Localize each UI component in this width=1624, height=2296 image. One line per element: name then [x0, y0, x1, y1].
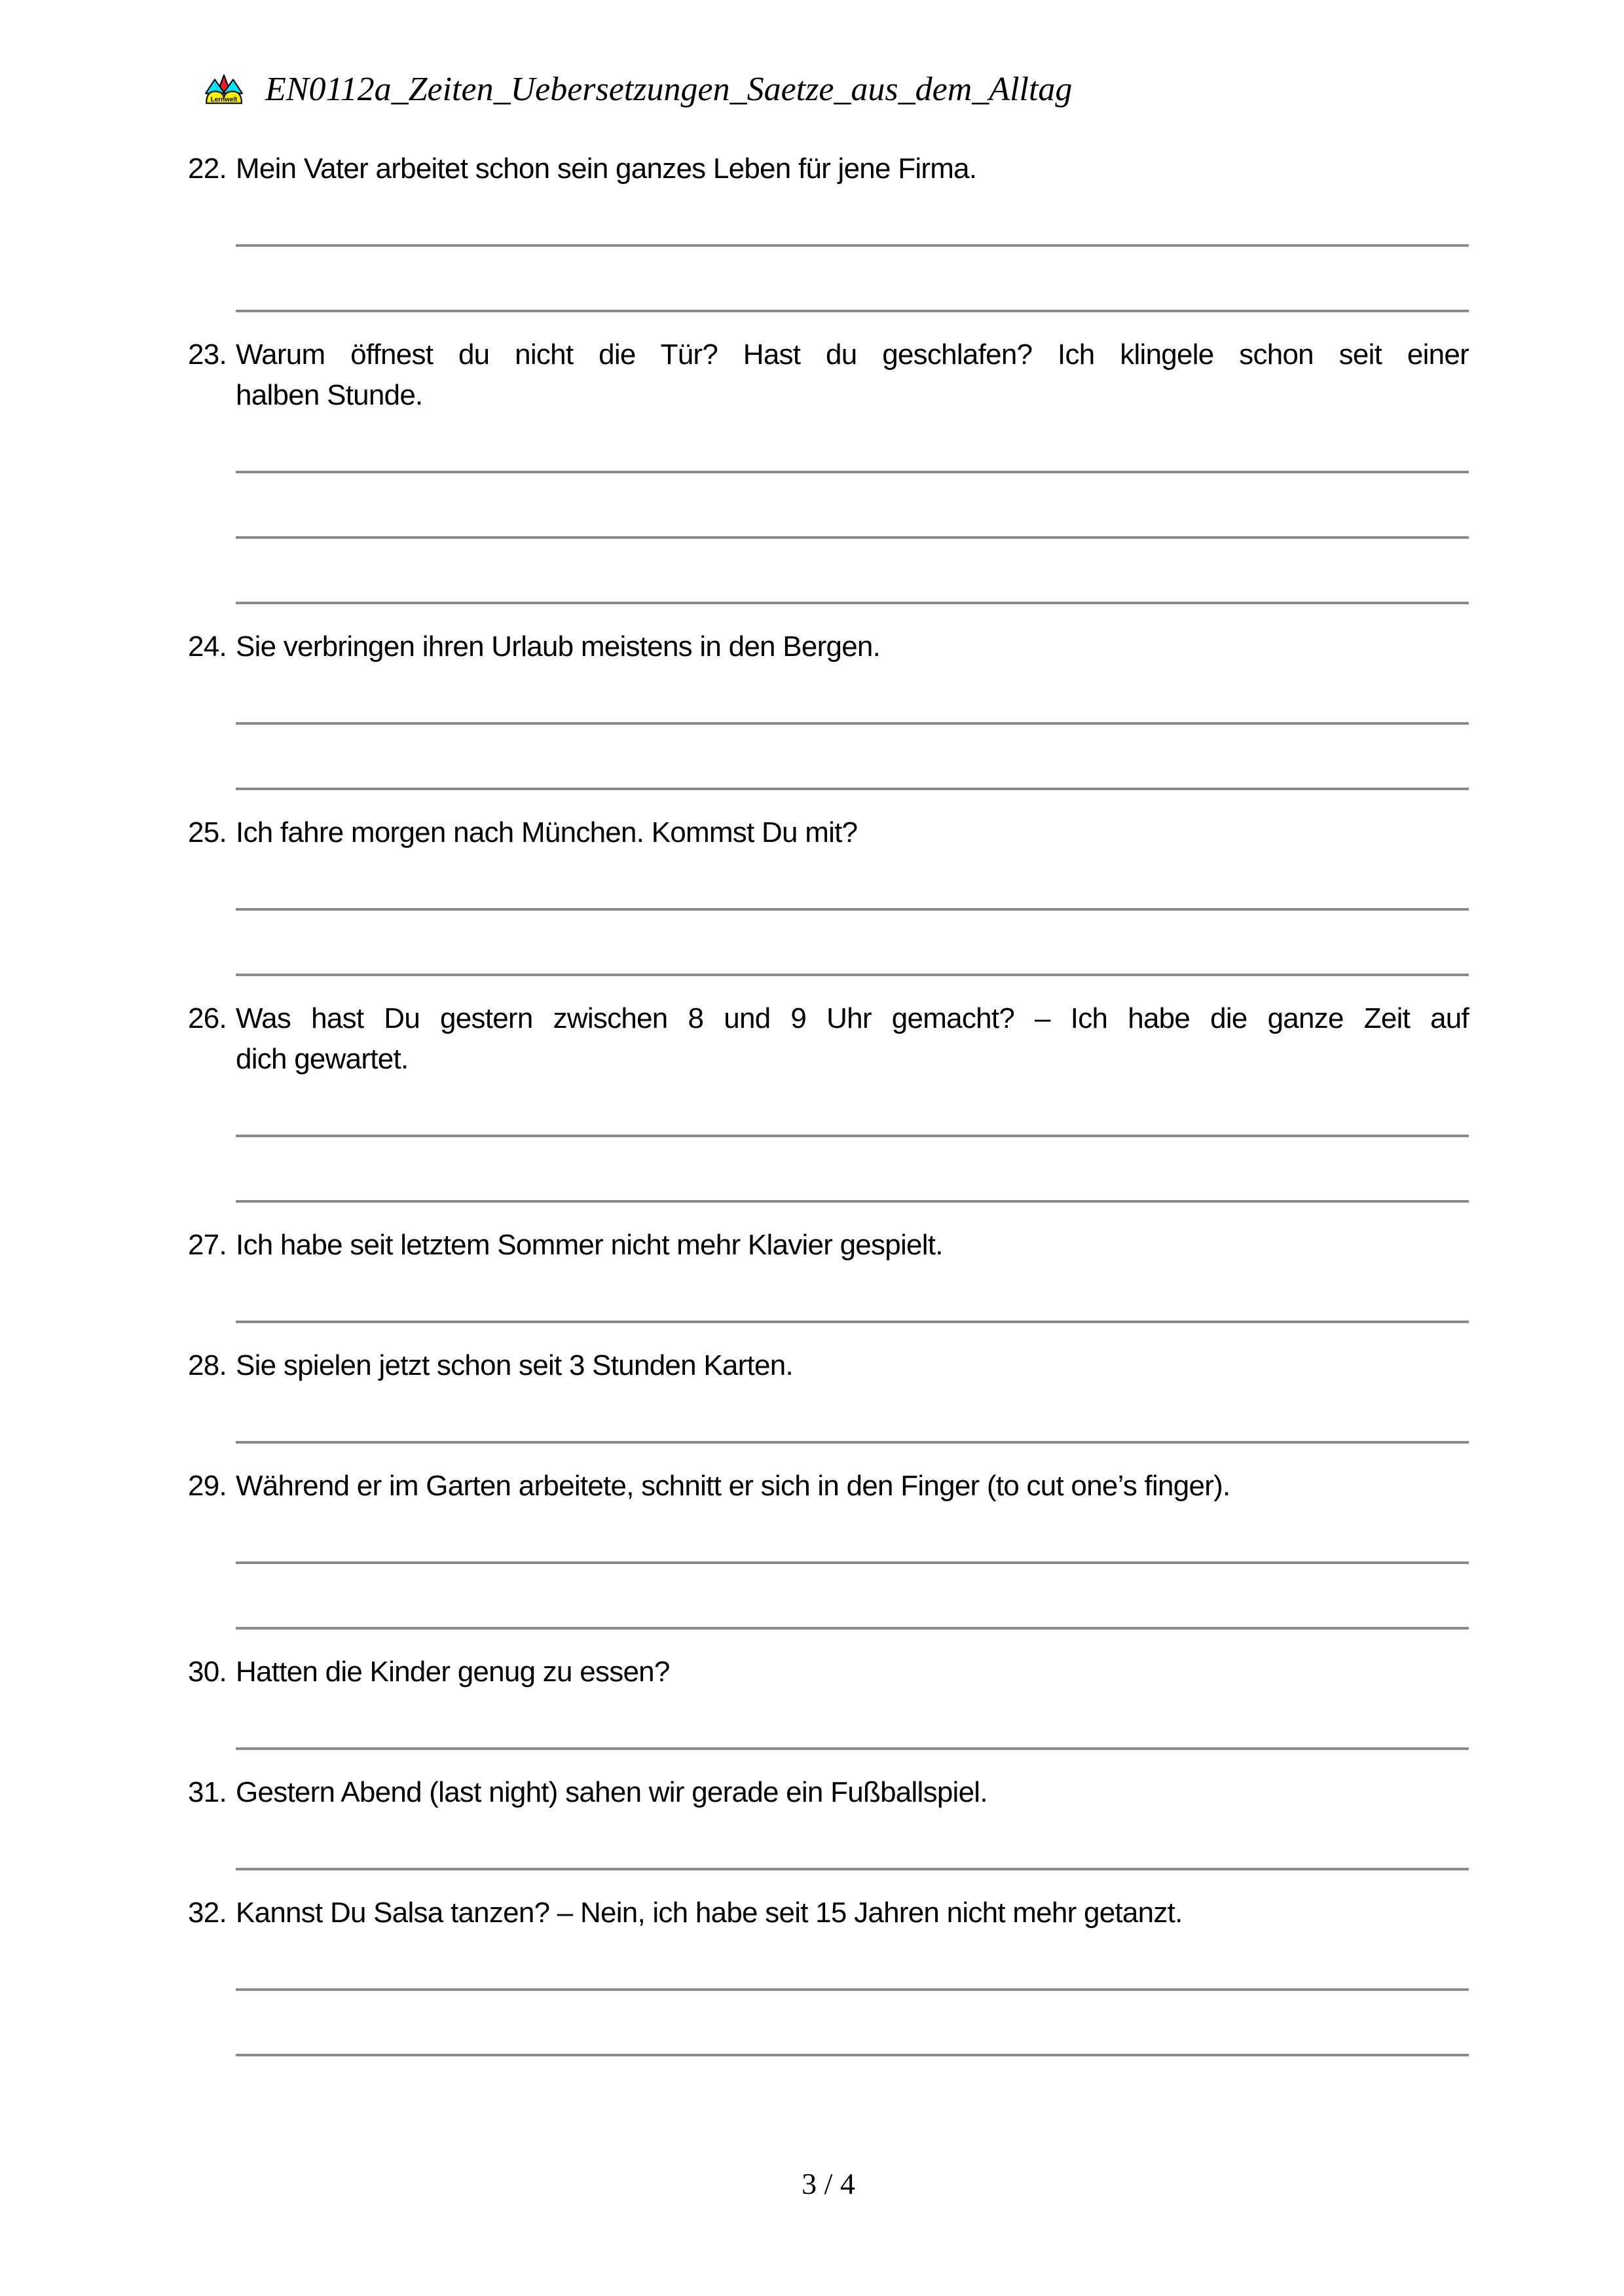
question-row: [188, 1772, 1469, 1813]
question-number: 25.: [188, 816, 227, 848]
answer-line: [236, 1561, 1469, 1564]
answer-line: [236, 908, 1469, 911]
question-text: [236, 998, 1469, 1080]
question-item: [188, 1772, 1469, 1870]
question-number: 24.: [188, 630, 227, 663]
question-item: [188, 1652, 1469, 1750]
page-indicator: 3 / 4: [802, 2167, 855, 2200]
question-list: [188, 149, 1469, 2056]
question-text: [236, 1345, 1469, 1386]
question-text-line: Sie spielen jetzt schon seit 3 Stunden Karten.: [236, 1349, 793, 1381]
question-row: [188, 1466, 1469, 1506]
question-text: [236, 1225, 1469, 1266]
answer-line: [236, 1441, 1469, 1444]
answer-line: [236, 1868, 1469, 1870]
question-number: 30.: [188, 1656, 227, 1688]
question-item: [188, 998, 1469, 1203]
question-text: [236, 1893, 1469, 1933]
question-text-line: Ich fahre morgen nach München. Kommst Du mit?: [236, 816, 858, 848]
question-number: 27.: [188, 1229, 227, 1261]
answer-line: [236, 1321, 1469, 1323]
question-text: [236, 812, 1469, 853]
question-item: [188, 149, 1469, 312]
question-text-line: Während er im Garten arbeitete, schnitt er sich in den Finger (to cut one’s finger).: [236, 1470, 1230, 1502]
answer-lines: [236, 1441, 1469, 1444]
answer-lines: [236, 1321, 1469, 1323]
answer-lines: [236, 244, 1469, 312]
answer-line: [236, 1200, 1469, 1203]
question-item: [188, 812, 1469, 976]
answer-lines: [236, 908, 1469, 976]
question-item: [188, 1466, 1469, 1630]
answer-line: [236, 2054, 1469, 2056]
question-item: [188, 627, 1469, 790]
document-title: EN0112a_Zeiten_Uebersetzungen_Saetze_aus_dem_Alltag: [265, 71, 1073, 108]
logo-text: Lernwelt: [210, 96, 238, 103]
question-text: [236, 149, 1469, 189]
answer-line: [236, 310, 1469, 312]
answer-lines: [236, 1135, 1469, 1203]
question-text-line: Hatten die Kinder genug zu essen?: [236, 1656, 670, 1688]
question-text-line: Ich habe seit letztem Sommer nicht mehr Klavier gespielt.: [236, 1229, 943, 1261]
answer-lines: [236, 1868, 1469, 1870]
lernwelt-logo-icon: [205, 74, 243, 106]
question-text-line: Kannst Du Salsa tanzen? – Nein, ich habe seit 15 Jahren nicht mehr getanzt.: [236, 1897, 1183, 1929]
question-text: [236, 1772, 1469, 1813]
answer-line: [236, 536, 1469, 539]
question-text-line: Was hast Du gestern zwischen 8 und 9 Uhr gemacht? – Ich habe die ganze Zeit auf: [236, 1002, 1469, 1034]
question-row: [188, 812, 1469, 853]
question-text: [236, 335, 1469, 416]
answer-lines: [236, 471, 1469, 604]
question-number: 29.: [188, 1470, 227, 1502]
question-number: 23.: [188, 338, 227, 371]
question-item: [188, 1225, 1469, 1323]
question-text-line: halben Stunde.: [236, 379, 423, 411]
question-text-line: Mein Vater arbeitet schon sein ganzes Leben für jene Firma.: [236, 153, 977, 185]
answer-line: [236, 471, 1469, 473]
answer-lines: [236, 1988, 1469, 2056]
question-number: 32.: [188, 1897, 227, 1929]
answer-line: [236, 974, 1469, 976]
question-row: [188, 1893, 1469, 1933]
question-text-line: Gestern Abend (last night) sahen wir gerade ein Fußballspiel.: [236, 1776, 987, 1808]
question-item: [188, 1893, 1469, 2056]
answer-line: [236, 1627, 1469, 1630]
question-row: [188, 627, 1469, 667]
answer-line: [236, 1988, 1469, 1991]
answer-line: [236, 602, 1469, 604]
question-number: 22.: [188, 153, 227, 185]
question-row: [188, 149, 1469, 189]
question-item: [188, 335, 1469, 604]
answer-lines: [236, 1747, 1469, 1750]
question-row: [188, 1652, 1469, 1692]
answer-lines: [236, 722, 1469, 790]
question-text: [236, 627, 1469, 667]
answer-line: [236, 788, 1469, 790]
page-header: [188, 71, 1469, 109]
answer-lines: [236, 1561, 1469, 1630]
answer-line: [236, 244, 1469, 247]
answer-line: [236, 1747, 1469, 1750]
page-footer: [188, 2166, 1469, 2202]
question-text-line: dich gewartet.: [236, 1043, 409, 1075]
question-number: 28.: [188, 1349, 227, 1381]
question-text-line: Sie verbringen ihren Urlaub meistens in den Bergen.: [236, 630, 881, 663]
question-item: [188, 1345, 1469, 1444]
question-row: [188, 1345, 1469, 1386]
question-text: [236, 1466, 1469, 1506]
question-row: [188, 998, 1469, 1080]
answer-line: [236, 722, 1469, 725]
question-row: [188, 1225, 1469, 1266]
question-row: [188, 335, 1469, 416]
question-number: 31.: [188, 1776, 227, 1808]
question-text: [236, 1652, 1469, 1692]
question-number: 26.: [188, 1002, 227, 1034]
question-text-line: Warum öffnest du nicht die Tür? Hast du geschlafen? Ich klingele schon seit einer: [236, 338, 1469, 371]
answer-line: [236, 1135, 1469, 1137]
